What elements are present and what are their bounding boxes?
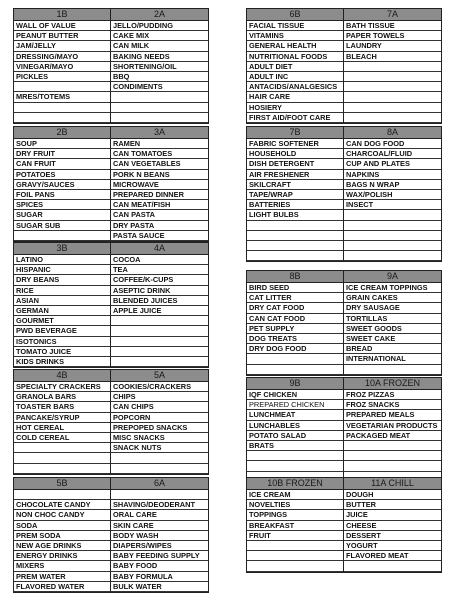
list-item: FIRST AID/FOOT CARE [247,113,343,123]
list-item: SHAVING/DEODERANT [111,500,208,510]
list-item: FACIAL TISSUE [247,21,343,31]
list-item: ADULT DIET [247,62,343,72]
list-item: BABY FEEDING SUPPLY [111,551,208,561]
list-item: DOUGH [344,490,441,500]
list-item [344,113,441,123]
list-item: RICE [14,286,110,296]
list-item: SPICES [14,200,110,210]
aisle-column-right [111,255,208,367]
list-item [344,221,441,231]
list-item: HAIR CARE [247,92,343,102]
list-item: DESSERT [344,531,441,541]
aisle-header: 9B [247,378,344,390]
list-item: WALL OF VALUE [14,21,110,31]
list-item: PAPER TOWELS [344,31,441,41]
block-5b-6a [13,477,209,593]
list-item [344,461,441,471]
aisle-header: 2A [111,9,208,21]
list-item: NEW AGE DRINKS [14,541,110,551]
aisle-column-left [14,382,111,474]
list-item: COOKIES/CRACKERS [111,382,208,392]
list-item: CAKE MIX [111,31,208,41]
list-item [344,441,441,451]
list-item: GRAIN CAKES [344,293,441,303]
list-item [14,443,110,453]
list-item [344,251,441,261]
list-item: GENERAL HEALTH [247,41,343,51]
aisle-column-left [247,21,344,123]
list-item: BRATS [247,441,343,451]
aisle-header: 7A [344,9,441,21]
list-item: POTATOES [14,170,110,180]
block-4b-5a [13,369,209,475]
list-item: MRES/TOTEMS [14,92,110,102]
list-item: ICE CREAM TOPPINGS [344,283,441,293]
list-item [111,357,208,367]
list-item: PET SUPPLY [247,324,343,334]
aisle-column-right [111,21,208,123]
list-item [111,316,208,326]
list-item: BLENDED JUICES [111,296,208,306]
list-item [14,231,110,241]
list-item: ADULT INC [247,72,343,82]
aisle-header: 7B [247,127,344,139]
list-item: BREAKFAST [247,521,343,531]
list-item: LUNCHMEAT [247,410,343,420]
list-item: COLD CEREAL [14,433,110,443]
list-item: LAUNDRY [344,41,441,51]
list-item [111,347,208,357]
list-item: TEA [111,265,208,275]
list-item [111,92,208,102]
list-item: DRY PASTA [111,221,208,231]
block-1b-2a [13,8,209,124]
list-item [344,210,441,220]
list-item [14,453,110,463]
list-item: CHEESE [344,521,441,531]
list-item: DRY BEANS [14,275,110,285]
aisle-column-right [344,21,441,123]
list-item [247,461,343,471]
list-item: CONDIMENTS [111,82,208,92]
list-item: FRUIT [247,531,343,541]
block-3b-4a [13,242,209,368]
aisle-column-left [247,390,344,482]
list-item [247,231,343,241]
list-item: SKILCRAFT [247,180,343,190]
list-item: FROZ SNACKS [344,400,441,410]
list-item: FROZ PIZZAS [344,390,441,400]
list-item: POPCORN [111,413,208,423]
list-item: DRY FRUIT [14,149,110,159]
list-item: NUTRITIONAL FOODS [247,52,343,62]
list-item [247,541,343,551]
list-item: PACKAGED MEAT [344,431,441,441]
list-item [344,72,441,82]
list-item [247,561,343,571]
list-item: SWEET CAKE [344,334,441,344]
aisle-column-left [14,21,111,123]
list-item: BATTERIES [247,200,343,210]
list-item: CAN FRUIT [14,159,110,169]
list-item: CAN CHIPS [111,402,208,412]
list-item: PREPARED DINNER [111,190,208,200]
list-item: SOUP [14,139,110,149]
list-item: PANCAKE/SYRUP [14,413,110,423]
list-item: SUGAR SUB [14,221,110,231]
list-item [111,490,208,500]
list-item: DRY SAUSAGE [344,303,441,313]
list-item: NOVELTIES [247,500,343,510]
list-item: ISOTONICS [14,337,110,347]
list-item: VEGETARIAN PRODUCTS [344,421,441,431]
aisle-column-left [14,255,111,367]
aisle-column-right [111,490,208,592]
list-item: COCOA [111,255,208,265]
block-2b-3a [13,126,209,242]
list-item: INSECT [344,200,441,210]
aisle-header: 5B [14,478,111,490]
aisle-column-left [247,283,344,375]
block-10b-11a [246,477,442,573]
list-item: TORTILLAS [344,314,441,324]
list-item: ENERGY DRINKS [14,551,110,561]
block-9b-10a [246,377,442,483]
list-item: DRY DOG FOOD [247,344,343,354]
list-item: LUNCHABLES [247,421,343,431]
list-item: HOUSEHOLD [247,149,343,159]
list-item: PORK N BEANS [111,170,208,180]
list-item [344,92,441,102]
list-item: PREM WATER [14,572,110,582]
list-item: JUICE [344,510,441,520]
list-item [344,231,441,241]
list-item: BAGS N WRAP [344,180,441,190]
list-item [247,241,343,251]
list-item: MISC SNACKS [111,433,208,443]
list-item: CUP AND PLATES [344,159,441,169]
list-item: AIR FRESHENER [247,170,343,180]
aisle-column-right [111,139,208,241]
aisle-column-left [247,139,344,261]
aisle-column-left [14,490,111,592]
list-item: BAKING NEEDS [111,52,208,62]
list-item [247,451,343,461]
list-item: CAN TOMATOES [111,149,208,159]
list-item: MIXERS [14,561,110,571]
list-item: SODA [14,521,110,531]
aisle-header: 4A [111,243,208,255]
list-item: SWEET GOODS [344,324,441,334]
list-item: COFFEE/K-CUPS [111,275,208,285]
list-item: NAPKINS [344,170,441,180]
list-item: IQF CHICKEN [247,390,343,400]
list-item [344,365,441,375]
list-item: GRAVY/SAUCES [14,180,110,190]
list-item [247,551,343,561]
list-item: HOT CEREAL [14,423,110,433]
list-item: POTATO SALAD [247,431,343,441]
list-item: ICE CREAM [247,490,343,500]
list-item: HISPANIC [14,265,110,275]
list-item: VITAMINS [247,31,343,41]
list-item [111,453,208,463]
list-item: CAN DOG FOOD [344,139,441,149]
aisle-column-right [344,490,441,572]
aisle-column-right [344,139,441,261]
list-item: FLAVORED MEAT [344,551,441,561]
list-item [344,103,441,113]
list-item: BREAD [344,344,441,354]
list-item: DRESSING/MAYO [14,52,110,62]
block-7b-8a [246,126,442,262]
list-item: BIRD SEED [247,283,343,293]
list-item: ASIAN [14,296,110,306]
list-item: CAN VEGETABLES [111,159,208,169]
list-item: LATINO [14,255,110,265]
list-item: BLEACH [344,52,441,62]
list-item: CHIPS [111,392,208,402]
list-item: SKIN CARE [111,521,208,531]
list-item [344,451,441,461]
aisle-header: 9A [344,271,441,283]
list-item: YOGURT [344,541,441,551]
list-item: MICROWAVE [111,180,208,190]
list-item: DOG TREATS [247,334,343,344]
list-item: CHARCOAL/FLUID [344,149,441,159]
list-item: LIGHT BULBS [247,210,343,220]
list-item [111,326,208,336]
list-item: BABY FOOD [111,561,208,571]
list-item: TOPPINGS [247,510,343,520]
aisle-header: 10B FROZEN [247,478,344,490]
list-item: WAX/POLISH [344,190,441,200]
list-item [14,490,110,500]
list-item: DIAPERS/WIPES [111,541,208,551]
list-item: BODY WASH [111,531,208,541]
list-item: PEANUT BUTTER [14,31,110,41]
list-item: GRANOLA BARS [14,392,110,402]
aisle-header: 1B [14,9,111,21]
list-item [14,82,110,92]
list-item: FABRIC SOFTENER [247,139,343,149]
list-item [344,62,441,72]
list-item [247,365,343,375]
list-item: BBQ [111,72,208,82]
aisle-column-right [344,390,441,482]
list-item: PREM SODA [14,531,110,541]
aisle-header: 2B [14,127,111,139]
aisle-header: 6B [247,9,344,21]
list-item: BULK WATER [111,582,208,592]
list-item: CAN PASTA [111,210,208,220]
list-item: CAT LITTER [247,293,343,303]
list-item: TAPE/WRAP [247,190,343,200]
list-item: SHORTENING/OIL [111,62,208,72]
aisle-column-right [344,283,441,375]
list-item: HOSIERY [247,103,343,113]
list-item: FOIL PANS [14,190,110,200]
list-item: PREPARED MEALS [344,410,441,420]
list-item: BATH TISSUE [344,21,441,31]
list-item [247,221,343,231]
list-item: CAN CAT FOOD [247,314,343,324]
list-item: SUGAR [14,210,110,220]
list-item [111,337,208,347]
aisle-header: 6A [111,478,208,490]
list-item [344,561,441,571]
aisle-header: 10A FROZEN [344,378,441,390]
list-item [14,113,110,123]
list-item: PASTA SAUCE [111,231,208,241]
list-item: KIDS DRINKS [14,357,110,367]
aisle-column-right [111,382,208,474]
aisle-header: 11A CHILL [344,478,441,490]
list-item [344,82,441,92]
list-item: ASEPTIC DRINK [111,286,208,296]
list-item: PICKLES [14,72,110,82]
aisle-header: 3A [111,127,208,139]
list-item: INTERNATIONAL [344,354,441,364]
aisle-header: 3B [14,243,111,255]
aisle-column-left [247,490,344,572]
aisle-header: 5A [111,370,208,382]
list-item: PWD BEVERAGE [14,326,110,336]
list-item [344,241,441,251]
list-item [247,354,343,364]
list-item: CHOCOLATE CANDY [14,500,110,510]
list-item: FLAVORED WATER [14,582,110,592]
list-item: TOMATO JUICE [14,347,110,357]
list-item: NON CHOC CANDY [14,510,110,520]
list-item [111,464,208,474]
list-item: VINEGAR/MAYO [14,62,110,72]
list-item [111,103,208,113]
list-item: APPLE JUICE [111,306,208,316]
list-item: BUTTER [344,500,441,510]
aisle-column-left [14,139,111,241]
list-item: ORAL CARE [111,510,208,520]
aisle-header: 8A [344,127,441,139]
list-item [14,464,110,474]
block-8b-9a [246,270,442,376]
list-item: PREPOPED SNACKS [111,423,208,433]
aisle-header: 4B [14,370,111,382]
list-item: SNACK NUTS [111,443,208,453]
list-item: GERMAN [14,306,110,316]
block-6b-7a [246,8,442,124]
list-item: RAMEN [111,139,208,149]
list-item: CAN MILK [111,41,208,51]
list-item [14,103,110,113]
list-item: ANTACIDS/ANALGESICS [247,82,343,92]
list-item: GOURMET [14,316,110,326]
list-item: DISH DETERGENT [247,159,343,169]
list-item: CAN MEAT/FISH [111,200,208,210]
list-item: JELLO/PUDDING [111,21,208,31]
list-item: BABY FORMULA [111,572,208,582]
list-item: JAM/JELLY [14,41,110,51]
list-item: DRY CAT FOOD [247,303,343,313]
list-item [111,113,208,123]
list-item: PREPARED CHICKEN [247,400,343,410]
list-item [247,251,343,261]
aisle-header: 8B [247,271,344,283]
list-item: SPECIALTY CRACKERS [14,382,110,392]
list-item: TOASTER BARS [14,402,110,412]
